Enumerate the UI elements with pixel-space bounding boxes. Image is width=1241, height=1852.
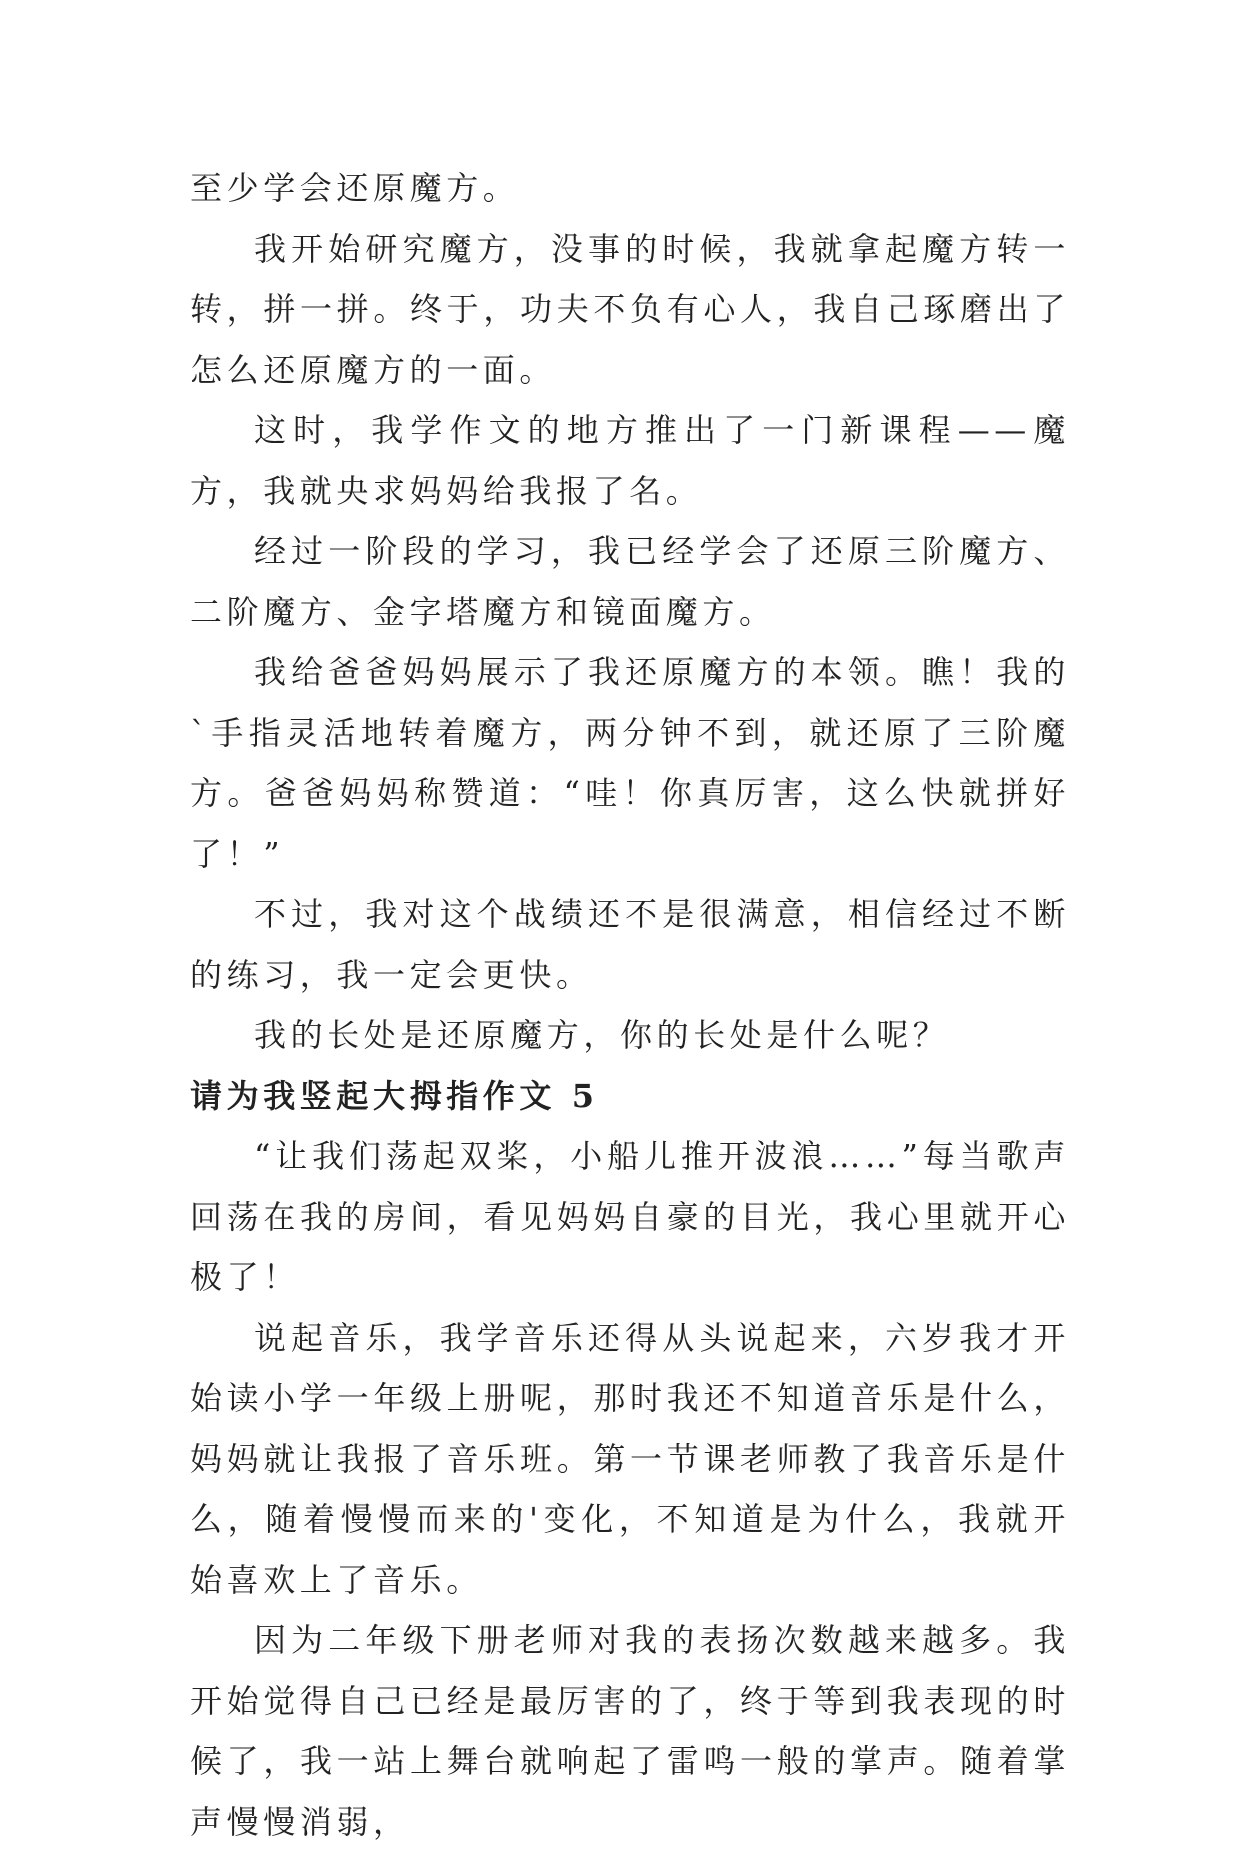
paragraph: 我的长处是还原魔方，你的长处是什么呢？ (254, 1016, 950, 1054)
paragraph: 至少学会还原魔方。 (190, 169, 520, 207)
paragraph: 说起音乐，我学音乐还得从头说起来，六岁我才开始读小学一年级上册呢，那时我还不知道音乐是什么，妈妈就让我报了音乐班。第一节课老师教了我音乐是什么，随着慢慢而来的'变化，不知道是为什么，我就开始喜欢上了音乐。 (190, 1318, 1070, 1599)
paragraph: 我给爸爸妈妈展示了我还原魔方的本领。瞧！我的`手指灵活地转着魔方，两分钟不到，就还原了三阶魔方。爸爸妈妈称赞道：“哇！你真厉害，这么快就拼好了！” (190, 653, 1070, 873)
paragraph: 我开始研究魔方，没事的时候，我就拿起魔方转一转，拼一拼。终于，功夫不负有心人，我自己琢磨出了怎么还原魔方的一面。 (190, 229, 1070, 389)
section-heading: 请为我竖起大拇指作文 5 (190, 1076, 599, 1115)
paragraph: 经过一阶段的学习，我已经学会了还原三阶魔方、二阶魔方、金字塔魔方和镜面魔方。 (190, 532, 1070, 631)
paragraph: 因为二年级下册老师对我的表扬次数越来越多。我开始觉得自己已经是最厉害的了，终于等到我表现的时候了，我一站上舞台就响起了雷鸣一般的掌声。随着掌声慢慢消弱， (190, 1621, 1070, 1841)
document-body (190, 158, 1070, 1852)
paragraph: “让我们荡起双桨，小船儿推开波浪……”每当歌声回荡在我的房间，看见妈妈自豪的目光，我心里就开心极了！ (190, 1137, 1070, 1296)
paragraph: 不过，我对这个战绩还不是很满意，相信经过不断的练习，我一定会更快。 (190, 895, 1070, 994)
paragraph: 这时，我学作文的地方推出了一门新课程——魔方，我就央求妈妈给我报了名。 (190, 411, 1070, 510)
